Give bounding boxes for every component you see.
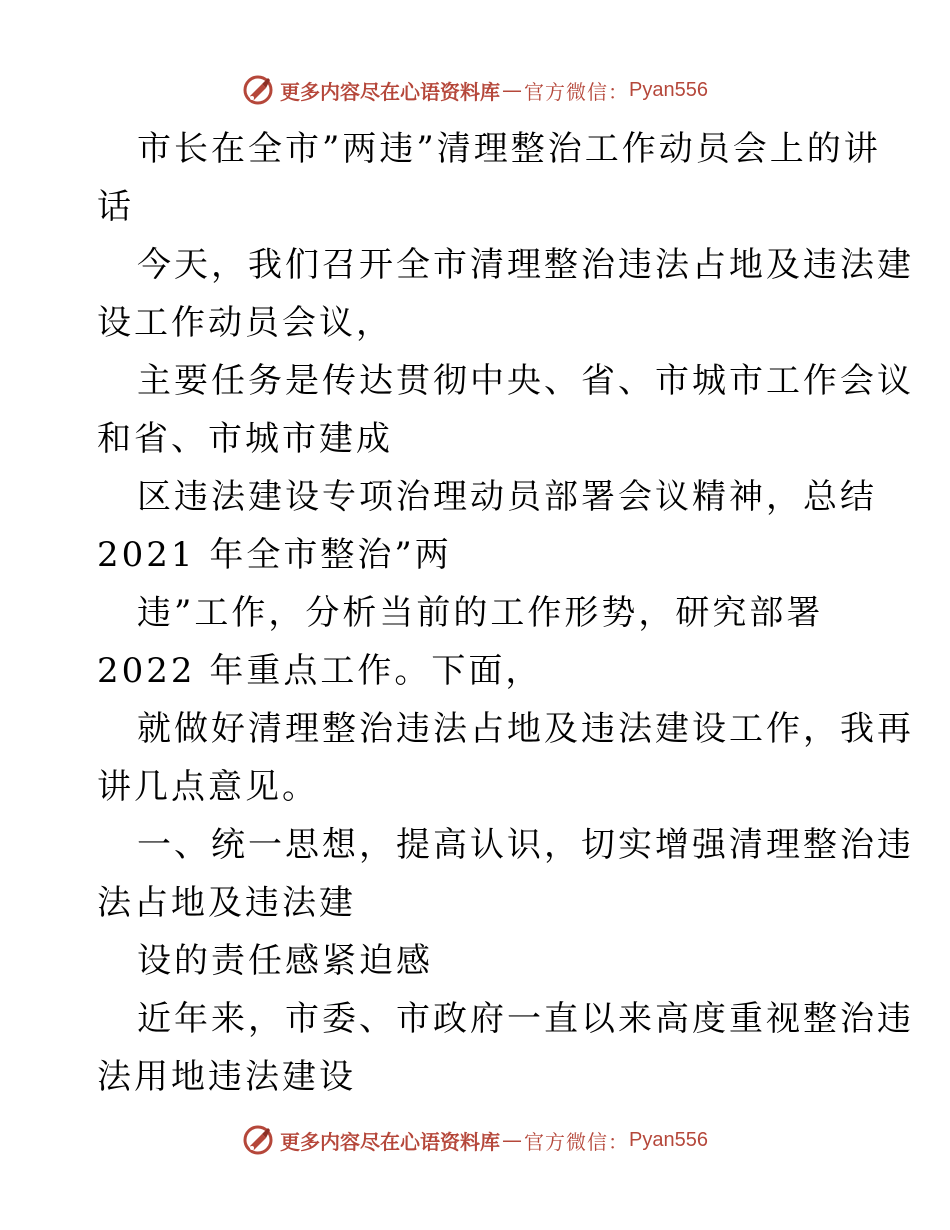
paragraph-line: 近年来，市委、市政府一直以来高度重视整治违: [137, 999, 914, 1039]
header-banner: [0, 70, 950, 110]
footer-banner: [0, 1120, 950, 1160]
paragraph-line: 2022 年重点工作。下面，: [97, 651, 543, 691]
header-separator: —: [502, 78, 523, 102]
header-wechat-id: Pyan556: [629, 78, 708, 101]
paragraph-line: 法用地违法建设: [97, 1057, 356, 1097]
header-wechat-label: 官方微信：: [524, 79, 630, 104]
paragraph-line: 违”工作，分析当前的工作形势，研究部署: [137, 593, 824, 633]
brand-logo-icon: [242, 74, 274, 106]
paragraph-line: 设工作动员会议，: [97, 303, 393, 343]
paragraph-line: 今天，我们召开全市清理整治违法占地及违法建: [137, 245, 914, 285]
paragraph-line: 和省、市城市建成: [97, 419, 393, 459]
paragraph-line: 区违法建设专项治理动员部署会议精神，总结: [137, 477, 877, 517]
paragraph-line: 就做好清理整治违法占地及违法建设工作，我再: [137, 709, 914, 749]
footer-wechat-id: Pyan556: [629, 1128, 708, 1151]
footer-wechat-label: 官方微信：: [524, 1129, 630, 1154]
section-heading-line: 设的责任感紧迫感: [137, 941, 433, 981]
section-heading-line: 法占地及违法建: [97, 883, 356, 923]
footer-brand-text: 更多内容尽在心语资料库: [280, 1129, 501, 1154]
document-body: [97, 120, 914, 1106]
paragraph-line: 主要任务是传达贯彻中央、省、市城市工作会议: [137, 361, 914, 401]
header-brand-text: 更多内容尽在心语资料库: [280, 79, 501, 104]
section-heading-line: 一、统一思想，提高认识，切实增强清理整治违: [137, 825, 914, 865]
doc-title-line-1: 市长在全市”两违”清理整治工作动员会上的讲: [137, 129, 881, 169]
doc-title-line-2: 话: [97, 187, 134, 227]
paragraph-line: 讲几点意见。: [97, 767, 319, 807]
paragraph-line: 2021 年全市整治”两: [97, 535, 452, 575]
footer-separator: —: [502, 1128, 523, 1152]
brand-logo-icon: [242, 1124, 274, 1156]
